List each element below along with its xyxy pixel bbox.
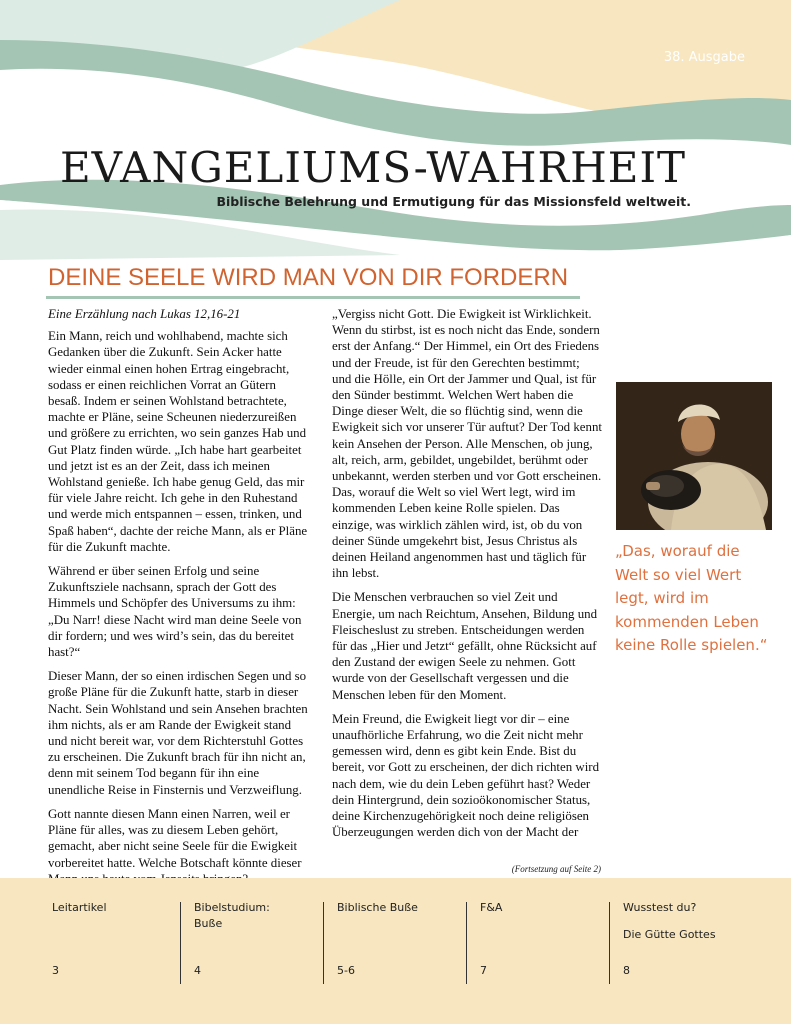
footer-item-page: 7 (480, 964, 487, 977)
paragraph: Die Menschen verbrauchen so viel Zeit und Energie, um nach Reichtum, Ansehen, Bildung und Fleischeslust zu streben. Entscheidungen werden für das „Hier und Jetzt“ gefällt, ohne Rücksicht auf den Zustand der ewigen Seele zu nehmen. Gott wurde von der Gesellschaft vergessen und die Menschen leben für den Moment. (332, 590, 598, 702)
footer-item-page: 3 (52, 964, 59, 977)
header-wave-graphic (0, 0, 791, 260)
paragraph: Während er über seinen Erfolg und seine Zukunftsziele nachsann, sprach der Gott des Himmels und Schöpfer des Universums zu ihm: „Du Narr! diese Nacht wird man deine Seele von dir fordern; und wes wird’s sein, das du bereitet hast?“ (48, 564, 302, 660)
article-headline: DEINE SEELE WIRD MAN VON DIR FORDERN (48, 264, 569, 291)
footer-item-label: Leitartikel (52, 901, 107, 914)
masthead-subtitle: Biblische Belehrung und Ermutigung für das Missionsfeld weltweit. (216, 194, 691, 209)
footer-item-bibelstudium[interactable] (194, 900, 314, 982)
footer-item-label: F&A (480, 901, 503, 914)
paragraph: Mein Freund, die Ewigkeit liegt vor dir – eine unaufhörliche Erfahrung, wo die Zeit nicht mehr gemessen wird, denn es gibt kein Ende. Bist du bereit, vor Gott zu erscheinen, der dich richten wird nach dem, wie du dein Leben geführt hast? Weder dein Hintergrund, dein sozioökonomischer Status, deine Kirchenzugehörigkeit noch deine religiösen Überzeugungen werden dich von der Macht der (332, 711, 600, 840)
footer-item-label: Biblische Buße (337, 901, 418, 914)
paragraph: Ein Mann, reich und wohlhabend, machte sich Gedanken über die Zukunft. Sein Acker hatte wieder einmal einen hohen Ertrag eingebracht, sodass er einen reichlichen Vorrat an Gütern besaß. Indem er seinen Wohlstand betrachtete, machte er Pläne, seine Scheunen niederzureißen und größere zu errichten, wo sein ganzes Hab und Gut Platz finden würde. „Ich habe hart gearbeitet und jetzt ist es an der Zeit, dass ich meinen Wohlstand genieße. Ich habe genug Geld, das mir für viele Jahre reicht. Ich gehe in den Ruhestand und werde mich entspannen – essen, trinken, und Spaß haben“, dachte der reiche Mann, als er Pläne für die Zukunft machte. (48, 329, 308, 554)
footer-item-page: 8 (623, 964, 630, 977)
paragraph: „Vergiss nicht Gott. Die Ewigkeit ist Wirklichkeit. Wenn du stirbst, ist es noch nicht das Ende, sondern erst der Anfang.“ Der Himmel, ein Ort des Friedens und der Freude, ist für den Gerechten bestimmt; und die Hölle, ein Ort der Jammer und Qual, ist für den Sünder bestimmt. Welchen Wert haben die Dinge dieser Welt, die so flüchtig sind, wenn die Ewigkeit sich vor unserer Tür auftut? Der Tod kennt kein Ansehen der Person. Alle Menschen, ob jung, alt, reich, arm, gebildet, ungebildet, berühmt oder unbekannt, werden sterben und vor Gott erscheinen. Das, worauf die Welt so viel Wert legt, wird im kommenden Leben keine Rolle spielen. Das einzige, was wirklich zählen wird, ist, ob du von deiner Sünde umgekehrt bist, Jesus Christus als deinen Heiland angenommen hast und täglich für ihn lebst. (332, 307, 602, 581)
footer-item-fa[interactable] (480, 900, 600, 982)
paragraph: Dieser Mann, der so einen irdischen Segen und so große Pläne für die Zukunft hatte, starb in dieser Nacht. Sein Wohlstand und sein Ansehen brachten ihm nichts, als er am Rande der Ewigkeit stand und nicht bereit war, vor dem Richterstuhl Gottes zu erscheinen. Die Zukunft brach für ihn nicht an, denn mit seinem Tod begann für ihn eine unendliche Reise in Finsternis und Verzweiflung. (48, 669, 308, 797)
continued-note: (Fortsetzung auf Seite 2) (511, 864, 601, 874)
issue-number: 38. Ausgabe (663, 50, 745, 65)
masthead-title: EVANGELIUMS-WAHRHEIT (60, 143, 687, 192)
footer-item-page: 4 (194, 964, 201, 977)
article-column-2 (332, 306, 602, 849)
footer-item-leitartikel[interactable] (52, 900, 172, 982)
pull-quote: „Das, worauf die Welt so viel Wert legt, wird im kommenden Leben keine Rolle spielen.“ (615, 542, 768, 654)
footer-item-sublabel: Die Gütte Gottes (623, 928, 716, 941)
man-with-goods-photo (616, 382, 772, 530)
footer-item-page: 5-6 (337, 964, 355, 977)
article-byline: Eine Erzählung nach Lukas 12,16-21 (48, 307, 241, 321)
footer-contents-bar (0, 878, 791, 1024)
footer-divider (609, 902, 610, 984)
footer-item-label: Wusstest du? (623, 901, 697, 914)
footer-item-biblische-busse[interactable] (337, 900, 457, 982)
footer-item-wusstest-du[interactable] (623, 900, 763, 982)
footer-divider (323, 902, 324, 984)
footer-divider (466, 902, 467, 984)
headline-rule (46, 296, 580, 299)
article-column-1 (48, 306, 310, 895)
footer-divider (180, 902, 181, 984)
footer-item-label: Bibelstudium: Buße (194, 901, 270, 930)
paragraph: Gott nannte diesen Mann einen Narren, weil er Pläne für alles, was zu diesem Leben gehört, gemacht, aber nicht seine Seele für die Ewigkeit vorbereitet hatte. Welche Botschaft könnte dieser (48, 806, 302, 870)
